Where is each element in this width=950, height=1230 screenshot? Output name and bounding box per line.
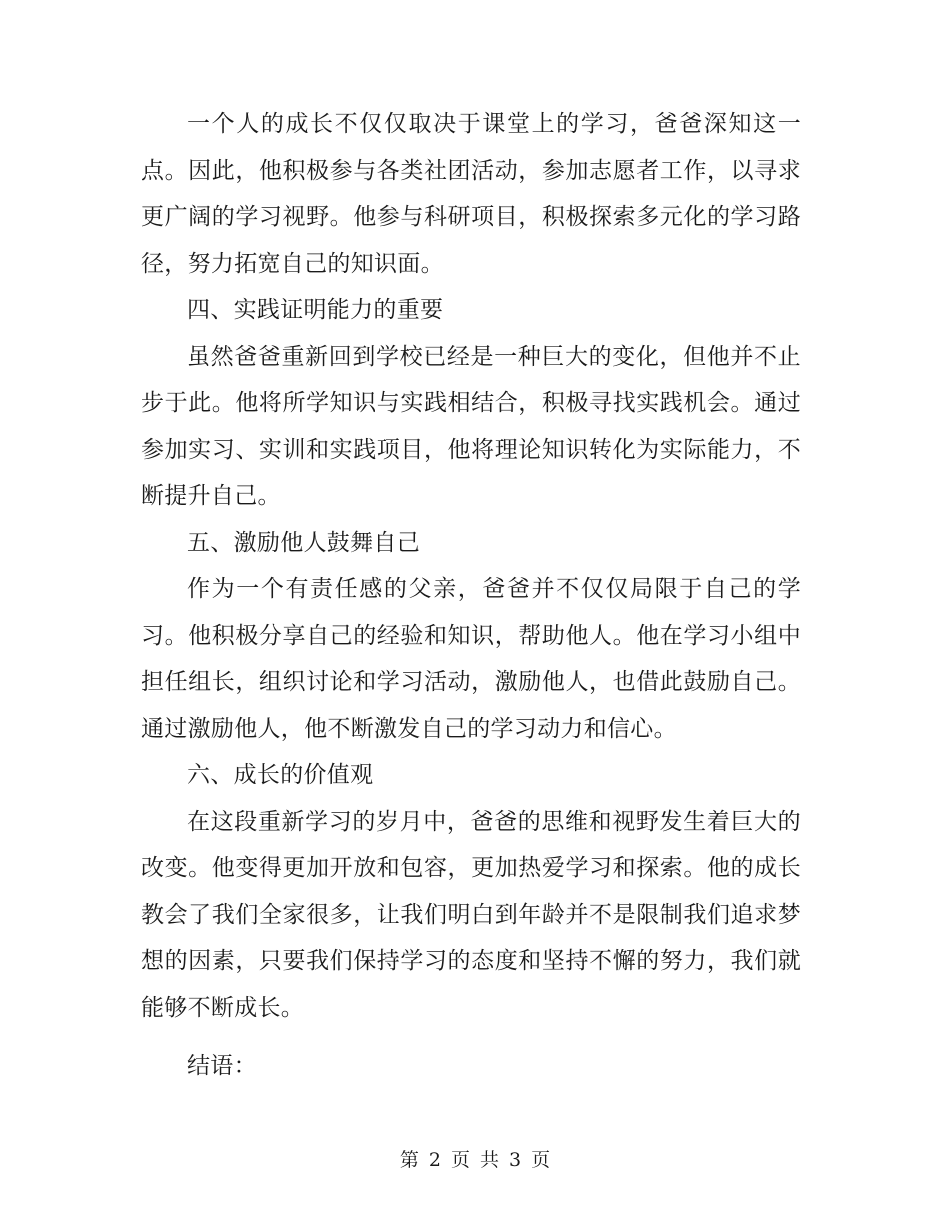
body-paragraph: 在这段重新学习的岁月中，爸爸的思维和视野发生着巨大的改变。他变得更加开放和包容，更加热爱学习和探索。他的成长教会了我们全家很多，让我们明白到年龄并不是限制我们追求梦想的因素，只要我们保持学习的态度和坚持不懈的努力，我们就能够不断成长。	[141, 808, 801, 1021]
closing-heading: 结语：	[187, 1053, 257, 1079]
body-paragraph: 作为一个有责任感的父亲，爸爸并不仅仅局限于自己的学习。他积极分享自己的经验和知识，帮助他人。他在学习小组中担任组长，组织讨论和学习活动，激励他人，也借此鼓励自己。通过激励他人，他不断激发自己的学习动力和信心。	[141, 576, 801, 742]
section-heading: 四、实践证明能力的重要	[187, 297, 444, 323]
page-footer: 第 2 页 共 3 页	[399, 1149, 551, 1171]
body-paragraph: 虽然爸爸重新回到学校已经是一种巨大的变化，但他并不止步于此。他将所学知识与实践相结合，积极寻找实践机会。通过参加实习、实训和实践项目，他将理论知识转化为实际能力，不断提升自己。	[141, 343, 801, 509]
section-heading: 五、激励他人鼓舞自己	[187, 529, 420, 556]
section-heading: 六、成长的价值观	[187, 762, 374, 788]
body-paragraph: 一个人的成长不仅仅取决于课堂上的学习，爸爸深知这一点。因此，他积极参与各类社团活动，参加志愿者工作，以寻求更广阔的学习视野。他参与科研项目，积极探索多元化的学习路径，努力拓宽自己的知识面。	[141, 111, 801, 277]
document-body	[141, 101, 801, 1090]
